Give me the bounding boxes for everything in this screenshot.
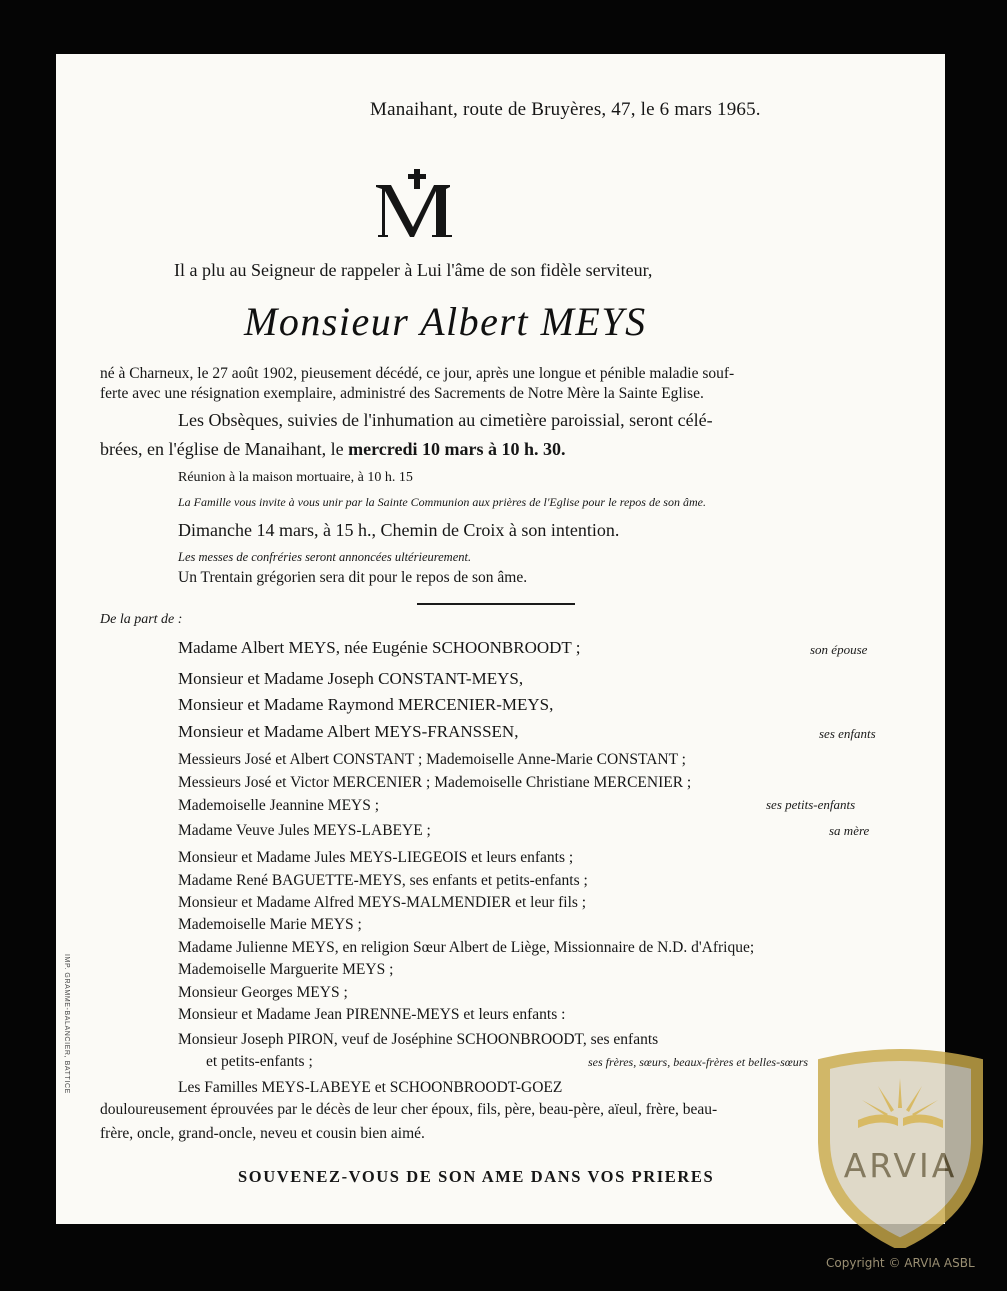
date-line: Manaihant, route de Bruyères, 47, le 6 mars 1965.: [370, 99, 761, 120]
family-line: Madame Veuve Jules MEYS-LABEYE ;: [178, 822, 431, 839]
family-line: Mademoiselle Marguerite MEYS ;: [178, 961, 394, 978]
deceased-name: Monsieur Albert MEYS: [244, 299, 647, 344]
family-line: Monsieur Georges MEYS ;: [178, 984, 348, 1001]
from-label: De la part de :: [100, 612, 183, 627]
relation-label: son épouse: [810, 642, 868, 657]
closing-line: SOUVENEZ-VOUS DE SON AME DANS VOS PRIERES: [238, 1167, 715, 1186]
family-line: Monsieur et Madame Albert MEYS-FRANSSEN,: [178, 722, 519, 741]
family-line: Les Familles MEYS-LABEYE et SCHOONBROODT-GOEZ: [178, 1079, 563, 1096]
family-line: Monsieur et Madame Jules MEYS-LIEGEOIS et leurs enfants ;: [178, 849, 574, 866]
family-line: Monsieur et Madame Alfred MEYS-MALMENDIER et leur fils ;: [178, 894, 587, 911]
family-line: Monsieur et Madame Jean PIRENNE-MEYS et leurs enfants :: [178, 1006, 566, 1023]
family-line: Messieurs José et Albert CONSTANT ; Mademoiselle Anne-Marie CONSTANT ;: [178, 751, 686, 768]
grief-line-2: frère, oncle, grand-oncle, neveu et cousin bien aimé.: [100, 1125, 425, 1142]
relation-label: ses enfants: [819, 726, 876, 741]
trentain-line: Un Trentain grégorien sera dit pour le repos de son âme.: [178, 569, 528, 586]
sunday-line: Dimanche 14 mars, à 15 h., Chemin de Croix à son intention.: [178, 520, 620, 540]
relation-label: ses frères, sœurs, beaux-frères et belles-sœurs: [588, 1055, 809, 1069]
copyright-notice: Copyright © ARVIA ASBL: [826, 1256, 975, 1270]
funeral-time: mercredi 10 mars à 10 h. 30.: [348, 439, 566, 459]
family-line: Monsieur et Madame Joseph CONSTANT-MEYS,: [178, 669, 524, 688]
family-line: Madame Albert MEYS, née Eugénie SCHOONBROODT ;: [178, 638, 581, 657]
funeral-line-2-prefix: brées, en l'église de Manaihant, le: [100, 439, 349, 459]
grief-line-1: douloureusement éprouvées par le décès de leur cher époux, fils, père, beau-père, aïeul, frère, beau-: [100, 1101, 718, 1118]
cross-monogram-icon: [374, 169, 460, 241]
printer-mark: IMP. GRAMME-BALANCIER, BATTICE: [63, 954, 70, 1094]
family-line: Madame Julienne MEYS, en religion Sœur Albert de Liège, Missionnaire de N.D. d'Afrique;: [178, 939, 755, 956]
arvia-watermark: [818, 1048, 983, 1248]
communion-line: La Famille vous invite à vous unir par la Sainte Communion aux prières de l'Eglise pour le repos de son âme.: [178, 495, 706, 509]
watermark-text: ARVIA: [843, 1146, 958, 1185]
masses-line: Les messes de confréries seront annoncées ultérieurement.: [178, 550, 472, 564]
family-line: Mademoiselle Marie MEYS ;: [178, 916, 362, 933]
family-line: Monsieur Joseph PIRON, veuf de Joséphine SCHOONBROODT, ses enfants: [178, 1031, 659, 1048]
relation-label: sa mère: [829, 823, 870, 838]
intro-text: Il a plu au Seigneur de rappeler à Lui l'âme de son fidèle serviteur,: [174, 260, 653, 280]
obituary-card: [56, 54, 945, 1224]
family-line: Mademoiselle Jeannine MEYS ;: [178, 797, 380, 814]
separator-rule: [417, 603, 575, 605]
family-line: et petits-enfants ;: [206, 1053, 313, 1070]
family-line: Messieurs José et Victor MERCENIER ; Mademoiselle Christiane MERCENIER ;: [178, 774, 692, 791]
family-line: Monsieur et Madame Raymond MERCENIER-MEYS,: [178, 695, 554, 714]
reunion-line: Réunion à la maison mortuaire, à 10 h. 15: [178, 470, 413, 485]
family-line: Madame René BAGUETTE-MEYS, ses enfants et petits-enfants ;: [178, 872, 588, 889]
funeral-line-2: [100, 439, 565, 460]
bio-line-1: né à Charneux, le 27 août 1902, pieusement décédé, ce jour, après une longue et pénible maladie souf-: [100, 365, 735, 382]
bio-line-2: ferte avec une résignation exemplaire, administré des Sacrements de Notre Mère la Sainte Eglise.: [100, 385, 704, 402]
funeral-line-1: Les Obsèques, suivies de l'inhumation au cimetière paroissial, seront célé-: [178, 410, 713, 430]
relation-label: ses petits-enfants: [766, 797, 856, 812]
